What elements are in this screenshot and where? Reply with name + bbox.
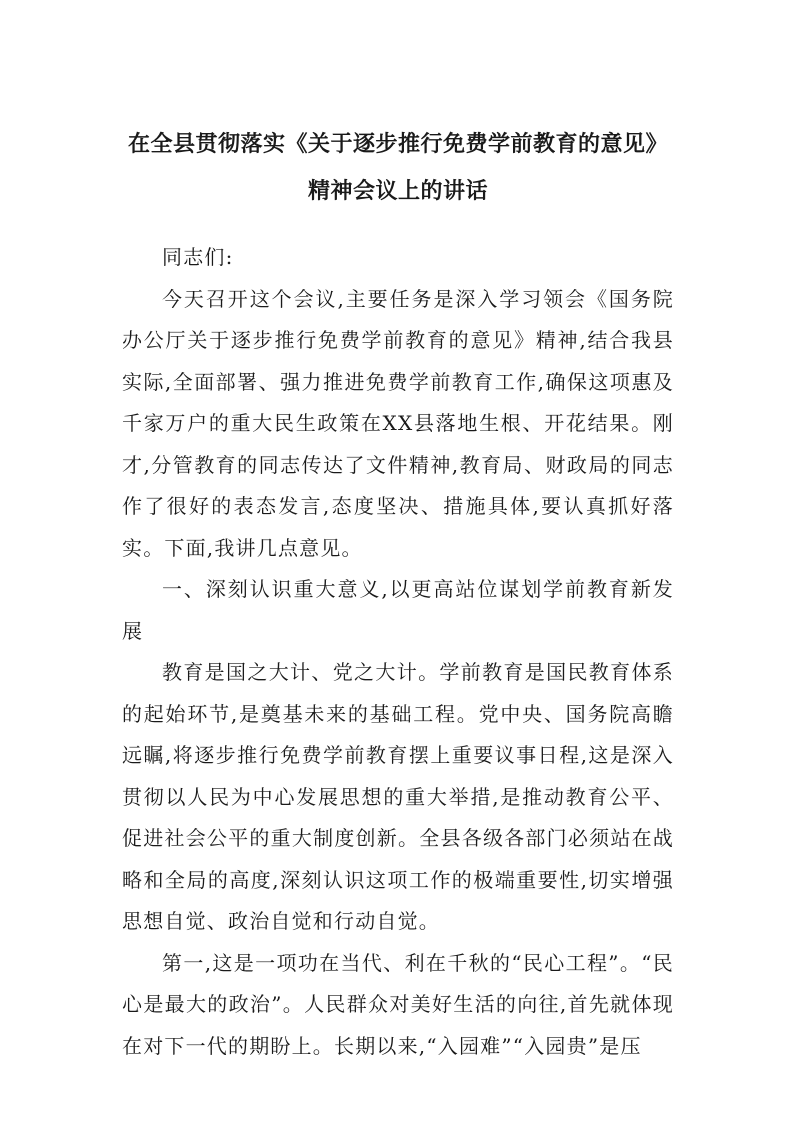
paragraph-significance: 教育是国之大计、党之大计。学前教育是国民教育体系的起始环节,是奠基未来的基础工程。党中央、国务院高瞻远瞩,将逐步推行免费学前教育摆上重要议事日程,这是深入贯彻以人民为中心发展思想的重大举措,是推动教育公平、促进社会公平的重大制度创新。全县各级各部门必须站在战略和全局的高度,深刻认识这项工作的极端重要性,切实增强思想自觉、政治自觉和行动自觉。	[122, 660, 674, 933]
paragraph-point-1: 第一,这是一项功在当代、利在千秋的“民心工程”。“民心是最大的政治”。人民群众对美好生活的向往,首先就体现在对下一代的期盼上。长期以来,“入园难”“入园贵”是压	[122, 950, 674, 1058]
document-page	[122, 0, 674, 1067]
document-body	[122, 237, 674, 1067]
document-title-line-2: 精神会议上的讲话	[307, 178, 488, 204]
salutation: 同志们:	[162, 245, 234, 269]
document-title-line-1: 在全县贯彻落实《关于逐步推行免费学前教育的意见》	[127, 131, 668, 157]
paragraph-intro: 今天召开这个会议,主要任务是深入学习领会《国务院办公厅关于逐步推行免费学前教育的意见》精神,结合我县实际,全面部署、强力推进免费学前教育工作,确保这项惠及千家万户的重大民生政策在XX县落地生根、开花结果。刚才,分管教育的同志传达了文件精神,教育局、财政局的同志作了很好的表态发言,态度坚决、措施具体,要认真抓好落实。下面,我讲几点意见。	[122, 286, 674, 560]
section-heading-1: 一、深刻认识重大意义,以更高站位谋划学前教育新发展	[122, 577, 674, 643]
